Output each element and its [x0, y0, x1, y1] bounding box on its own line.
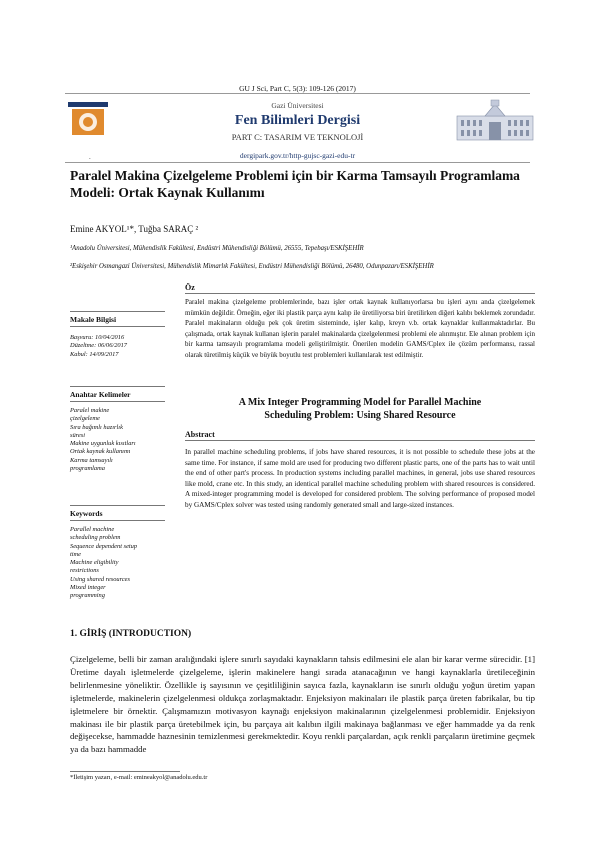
journal-url[interactable]: dergipark.gov.tr/http-gujsc-gazi-edu-tr	[239, 151, 356, 160]
english-title	[185, 396, 535, 422]
keywords-en-list	[70, 526, 165, 601]
keyword-en: Mixed integer	[70, 584, 106, 592]
keywords-tr-list	[70, 407, 165, 473]
keyword-en: restrictions	[70, 567, 99, 575]
info-divider-top	[70, 311, 165, 312]
oz-heading: Öz	[185, 283, 195, 292]
header-dot: .	[89, 153, 91, 161]
info-divider	[70, 326, 165, 327]
keyword-en: Parallel machine	[70, 526, 115, 533]
abstract-heading: Abstract	[185, 430, 215, 439]
abstract-divider	[185, 440, 535, 441]
keyword-tr: Ortak kaynak kullanımı	[70, 448, 131, 456]
abstract-text: In parallel machine scheduling problems, if jobs have shared resources, it is not possible to schedule these jobs at the same time. For instance, if same mold are used for producing two different plastic parts, one of the parts has to wait until the end of other part's process. In production systems including parallel machines, in general, jobs use shared resources like mold, crane etc. In this study, an identical parallel machine scheduling problem with shared resources is considered. A mixed-integer programming model is developed for considered problem. The solving performance of proposed model by GAMS/Cplex solver was tested using randomly generated small and large-sized instances.	[185, 448, 535, 509]
oz-text: Paralel makina çizelgeleme problemlerinde, bazı işler ortak kaynak kullanıyorlarsa bu işleri aynı anda çizelgelemek mümkün değildir. Örneğin, eğer iki plastik parça aynı kalıp ile üretiliyorsa biri üretilirken diğeri kalıbı beklemek zorundadır. Paralel makinaların olduğu pek çok üretim sisteminde, işler kalıp, kreyn v.b. ortak kaynaklar kullanmaktadırlar. Bu çalışmada, ortak kaynak kullanan işlerin paralel makinalarda çizelgelenmesi problemi ele alınmıştır. Ele alınan problem için bir karma tamsayılı programlama modeli geliştirilmiştir. Önerilen modelin GAMS/Cplex ile çözüm performansı, rassal olarak türetilmiş küçük ve büyük boyutlu test problemleri kullanılarak test edilmiştir.	[185, 298, 535, 359]
footnote-contact: *İletişim yazarı, e-mail: emineakyol@anadolu.edu.tr	[70, 774, 208, 781]
english-title-line: A Mix Integer Programming Model for Parallel Machine	[238, 397, 482, 408]
keyword-en: Sequence dependent setup	[70, 542, 138, 550]
journal-part: PART C: TASARIM VE TEKNOLOJİ	[231, 132, 364, 142]
journal-name: Fen Bilimleri Dergisi	[234, 113, 361, 128]
article-dates	[70, 334, 165, 359]
keyword-tr: süresi	[70, 431, 86, 439]
keyword-en: scheduling problem	[70, 534, 121, 542]
english-title-line: Scheduling Problem: Using Shared Resource	[264, 410, 456, 421]
authors: Emine AKYOL¹*, Tuğba SARAÇ ²	[70, 224, 199, 234]
section-heading-introduction: 1. GİRİŞ (INTRODUCTION)	[70, 629, 192, 639]
keywords-tr-divider	[70, 401, 165, 402]
article-info-label: Makale Bilgisi	[70, 315, 117, 324]
keywords-en-divider-top	[70, 505, 165, 506]
journal-reference: GU J Sci, Part C, 5(3): 109-126 (2017)	[239, 84, 356, 93]
date-received: Başvuru: 10/04/2016	[70, 334, 125, 341]
keyword-tr: Makine uygunluk kısıtları	[70, 440, 136, 448]
keyword-tr: Karma tamsayılı	[70, 456, 113, 464]
introduction-text: Çizelgeleme, belli bir zaman aralığındaki işlere sınırlı sayıdaki kaynakların tahsis edilmesini ele alan bir karar verme sürecidir. [1] Üretime dayalı işletmelerde çizelgeleme, işlerin makinelere hangi sırada atanacağının ve hangi kaynaklarla üretileceğinin belirlenmesine yöneliktir. Özellikle iş sayısının ve çeşitliliğinin sayıca fazla, kaynakların ise sınırlı olduğu yoğun üretim yapan işletmelerde, makinelerin çizelgelenmesi oldukça zorlaşmaktadır. Enjeksiyon makinaları ile plastik parça üreten fabrikalar, bu tip işletmelere bir örnektir. Çalışmamızın motivasyon kaynağı enjeksiyon makinalarının çizelgelenmesi problemidir. Enjeksiyon makinası ile bir plastik parça üretebilmek için, bu parçaya ait kalıbın ilgili makinaya bağlanması ve eğer hammadde ya da renk değişecekse, hammadde haznesinin temizlenmesi gerekmektedir. Koyu renkli parçalardan, açık renkli parçaların üretimine geçmek ya da bazı hammadde	[70, 654, 535, 755]
keyword-en: Machine eligibility	[70, 559, 119, 567]
keywords-en-divider	[70, 520, 165, 521]
keyword-en: time	[70, 550, 82, 558]
keywords-tr-divider-top	[70, 386, 165, 387]
affiliation-2: ²Eskişehir Osmangazi Üniversitesi, Mühendislik Mimarlık Fakültesi, Endüstri Mühendisliği Bölümü, 26480, Odunpazarı/ESKİŞEHİR	[70, 263, 434, 270]
footnote-divider	[70, 771, 180, 772]
keyword-tr: Paralel makine	[70, 407, 110, 414]
keywords-tr-label: Anahtar Kelimeler	[70, 390, 131, 399]
keyword-en: Using shared resources	[70, 575, 130, 583]
university-name: Gazi Üniversitesi	[271, 101, 324, 110]
article-title: Paralel Makina Çizelgeleme Problemi için bir Karma Tamsayılı Programlama Modeli: Ortak Kaynak Kullanımı	[70, 168, 520, 200]
keyword-en: programming	[70, 592, 105, 600]
date-accepted: Kabul: 14/09/2017	[70, 350, 119, 358]
keywords-en-label: Keywords	[70, 509, 103, 518]
keyword-tr: programlama	[70, 465, 105, 473]
keyword-tr: Sıra bağımlı hazırlık	[70, 423, 123, 431]
building-illustration-icon	[455, 98, 535, 143]
affiliation-1: ¹Anadolu Üniversitesi, Mühendislik Fakültesi, Endüstri Mühendisliği Bölümü, 26555, Tepebaşı/ESKİŞEHİR	[70, 245, 364, 252]
keyword-tr: çizelgeleme	[70, 415, 100, 423]
date-revised: Düzeltme: 06/06/2017	[70, 342, 127, 350]
header-divider	[65, 162, 530, 163]
oz-divider	[185, 293, 535, 294]
